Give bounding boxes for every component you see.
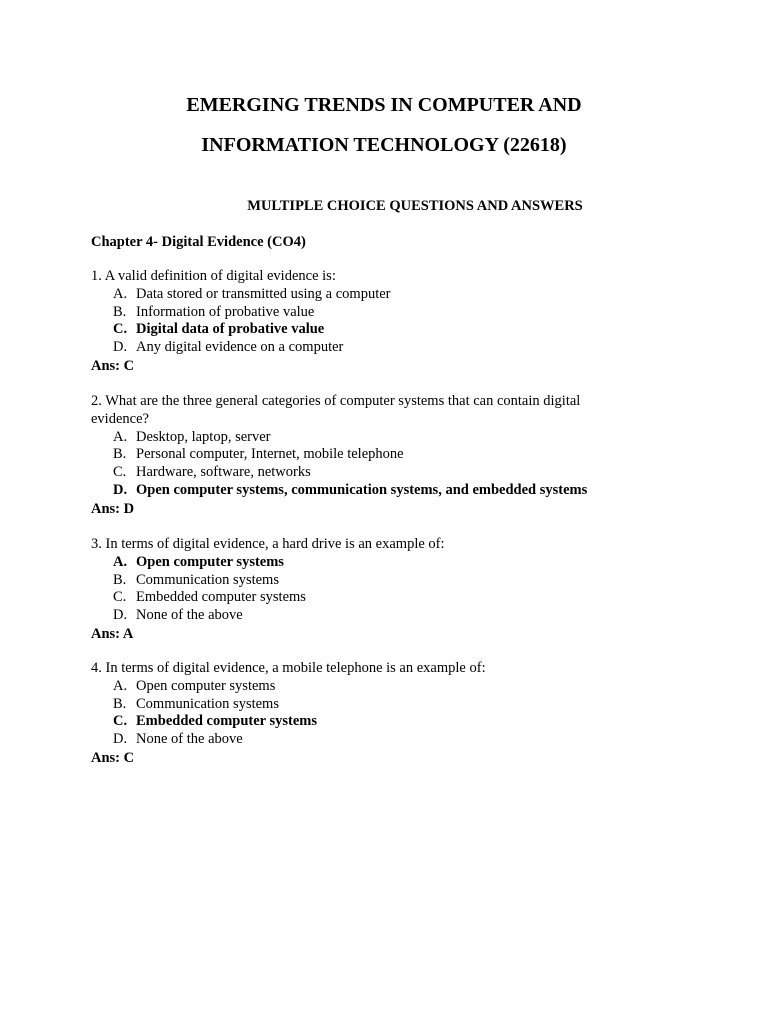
option-item-correct	[91, 554, 651, 572]
option-text: Data stored or transmitted using a computer	[136, 285, 391, 302]
option-letter: D.	[113, 339, 128, 356]
option-text: Communication systems	[136, 571, 279, 588]
option-letter: A.	[113, 428, 128, 445]
question-text: 1. A valid definition of digital evidence is:	[91, 268, 336, 284]
option-item	[91, 429, 621, 447]
option-text: Desktop, laptop, server	[136, 428, 271, 445]
option-letter: B.	[113, 446, 127, 463]
option-text: Open computer systems	[136, 677, 276, 694]
question-text: 2. What are the three general categories of computer systems that can contain digital evidence?	[91, 393, 581, 427]
option-text: Information of probative value	[136, 303, 315, 320]
question-text: 3. In terms of digital evidence, a hard drive is an example of:	[91, 536, 445, 552]
document-title-line-1: EMERGING TRENDS IN COMPUTER AND	[186, 94, 582, 116]
option-letter: D.	[113, 481, 128, 498]
option-item	[91, 731, 651, 749]
option-text: Open computer systems, communication systems, and embedded systems	[136, 481, 588, 498]
option-letter: C.	[113, 321, 128, 338]
option-item	[91, 339, 651, 357]
question-block	[91, 268, 651, 375]
option-letter: C.	[113, 713, 128, 730]
option-text: Open computer systems	[136, 553, 284, 570]
option-letter: D.	[113, 607, 128, 624]
option-text: Embedded computer systems	[136, 713, 317, 730]
option-item	[91, 678, 651, 696]
chapter-heading: Chapter 4- Digital Evidence (CO4)	[91, 234, 306, 250]
option-list	[91, 429, 621, 500]
question-block	[91, 660, 651, 767]
question-text: 4. In terms of digital evidence, a mobile telephone is an example of:	[91, 660, 486, 676]
section-subtitle: MULTIPLE CHOICE QUESTIONS AND ANSWERS	[247, 198, 583, 214]
option-item	[91, 464, 621, 482]
option-text: Digital data of probative value	[136, 321, 325, 338]
answer-label: Ans: C	[91, 749, 135, 766]
option-letter: B.	[113, 571, 127, 588]
option-text: Communication systems	[136, 695, 279, 712]
option-item	[91, 446, 621, 464]
option-item-correct	[91, 713, 651, 731]
option-letter: A.	[113, 553, 128, 570]
option-text: None of the above	[136, 607, 243, 624]
option-letter: B.	[113, 303, 127, 320]
answer-label: Ans: A	[91, 625, 134, 642]
question-block	[91, 536, 651, 643]
question-block	[91, 393, 621, 518]
option-letter: C.	[113, 464, 127, 481]
option-text: Hardware, software, networks	[136, 464, 311, 481]
option-list	[91, 554, 651, 625]
option-text: None of the above	[136, 731, 243, 748]
option-letter: B.	[113, 695, 127, 712]
option-item	[91, 286, 651, 304]
option-item-correct	[91, 321, 651, 339]
option-text: Personal computer, Internet, mobile telephone	[136, 446, 404, 463]
option-list	[91, 286, 651, 357]
option-letter: A.	[113, 677, 128, 694]
option-item	[91, 304, 651, 322]
option-item-correct	[91, 482, 621, 500]
answer-label: Ans: D	[91, 500, 135, 517]
option-item	[91, 696, 651, 714]
answer-label: Ans: C	[91, 357, 135, 374]
option-text: Embedded computer systems	[136, 589, 306, 606]
document-title-line-2: INFORMATION TECHNOLOGY (22618)	[201, 134, 567, 156]
option-letter: A.	[113, 285, 128, 302]
option-text: Any digital evidence on a computer	[136, 339, 344, 356]
option-item	[91, 589, 651, 607]
option-item	[91, 607, 651, 625]
option-letter: C.	[113, 589, 127, 606]
option-item	[91, 572, 651, 590]
option-letter: D.	[113, 731, 128, 748]
option-list	[91, 678, 651, 749]
